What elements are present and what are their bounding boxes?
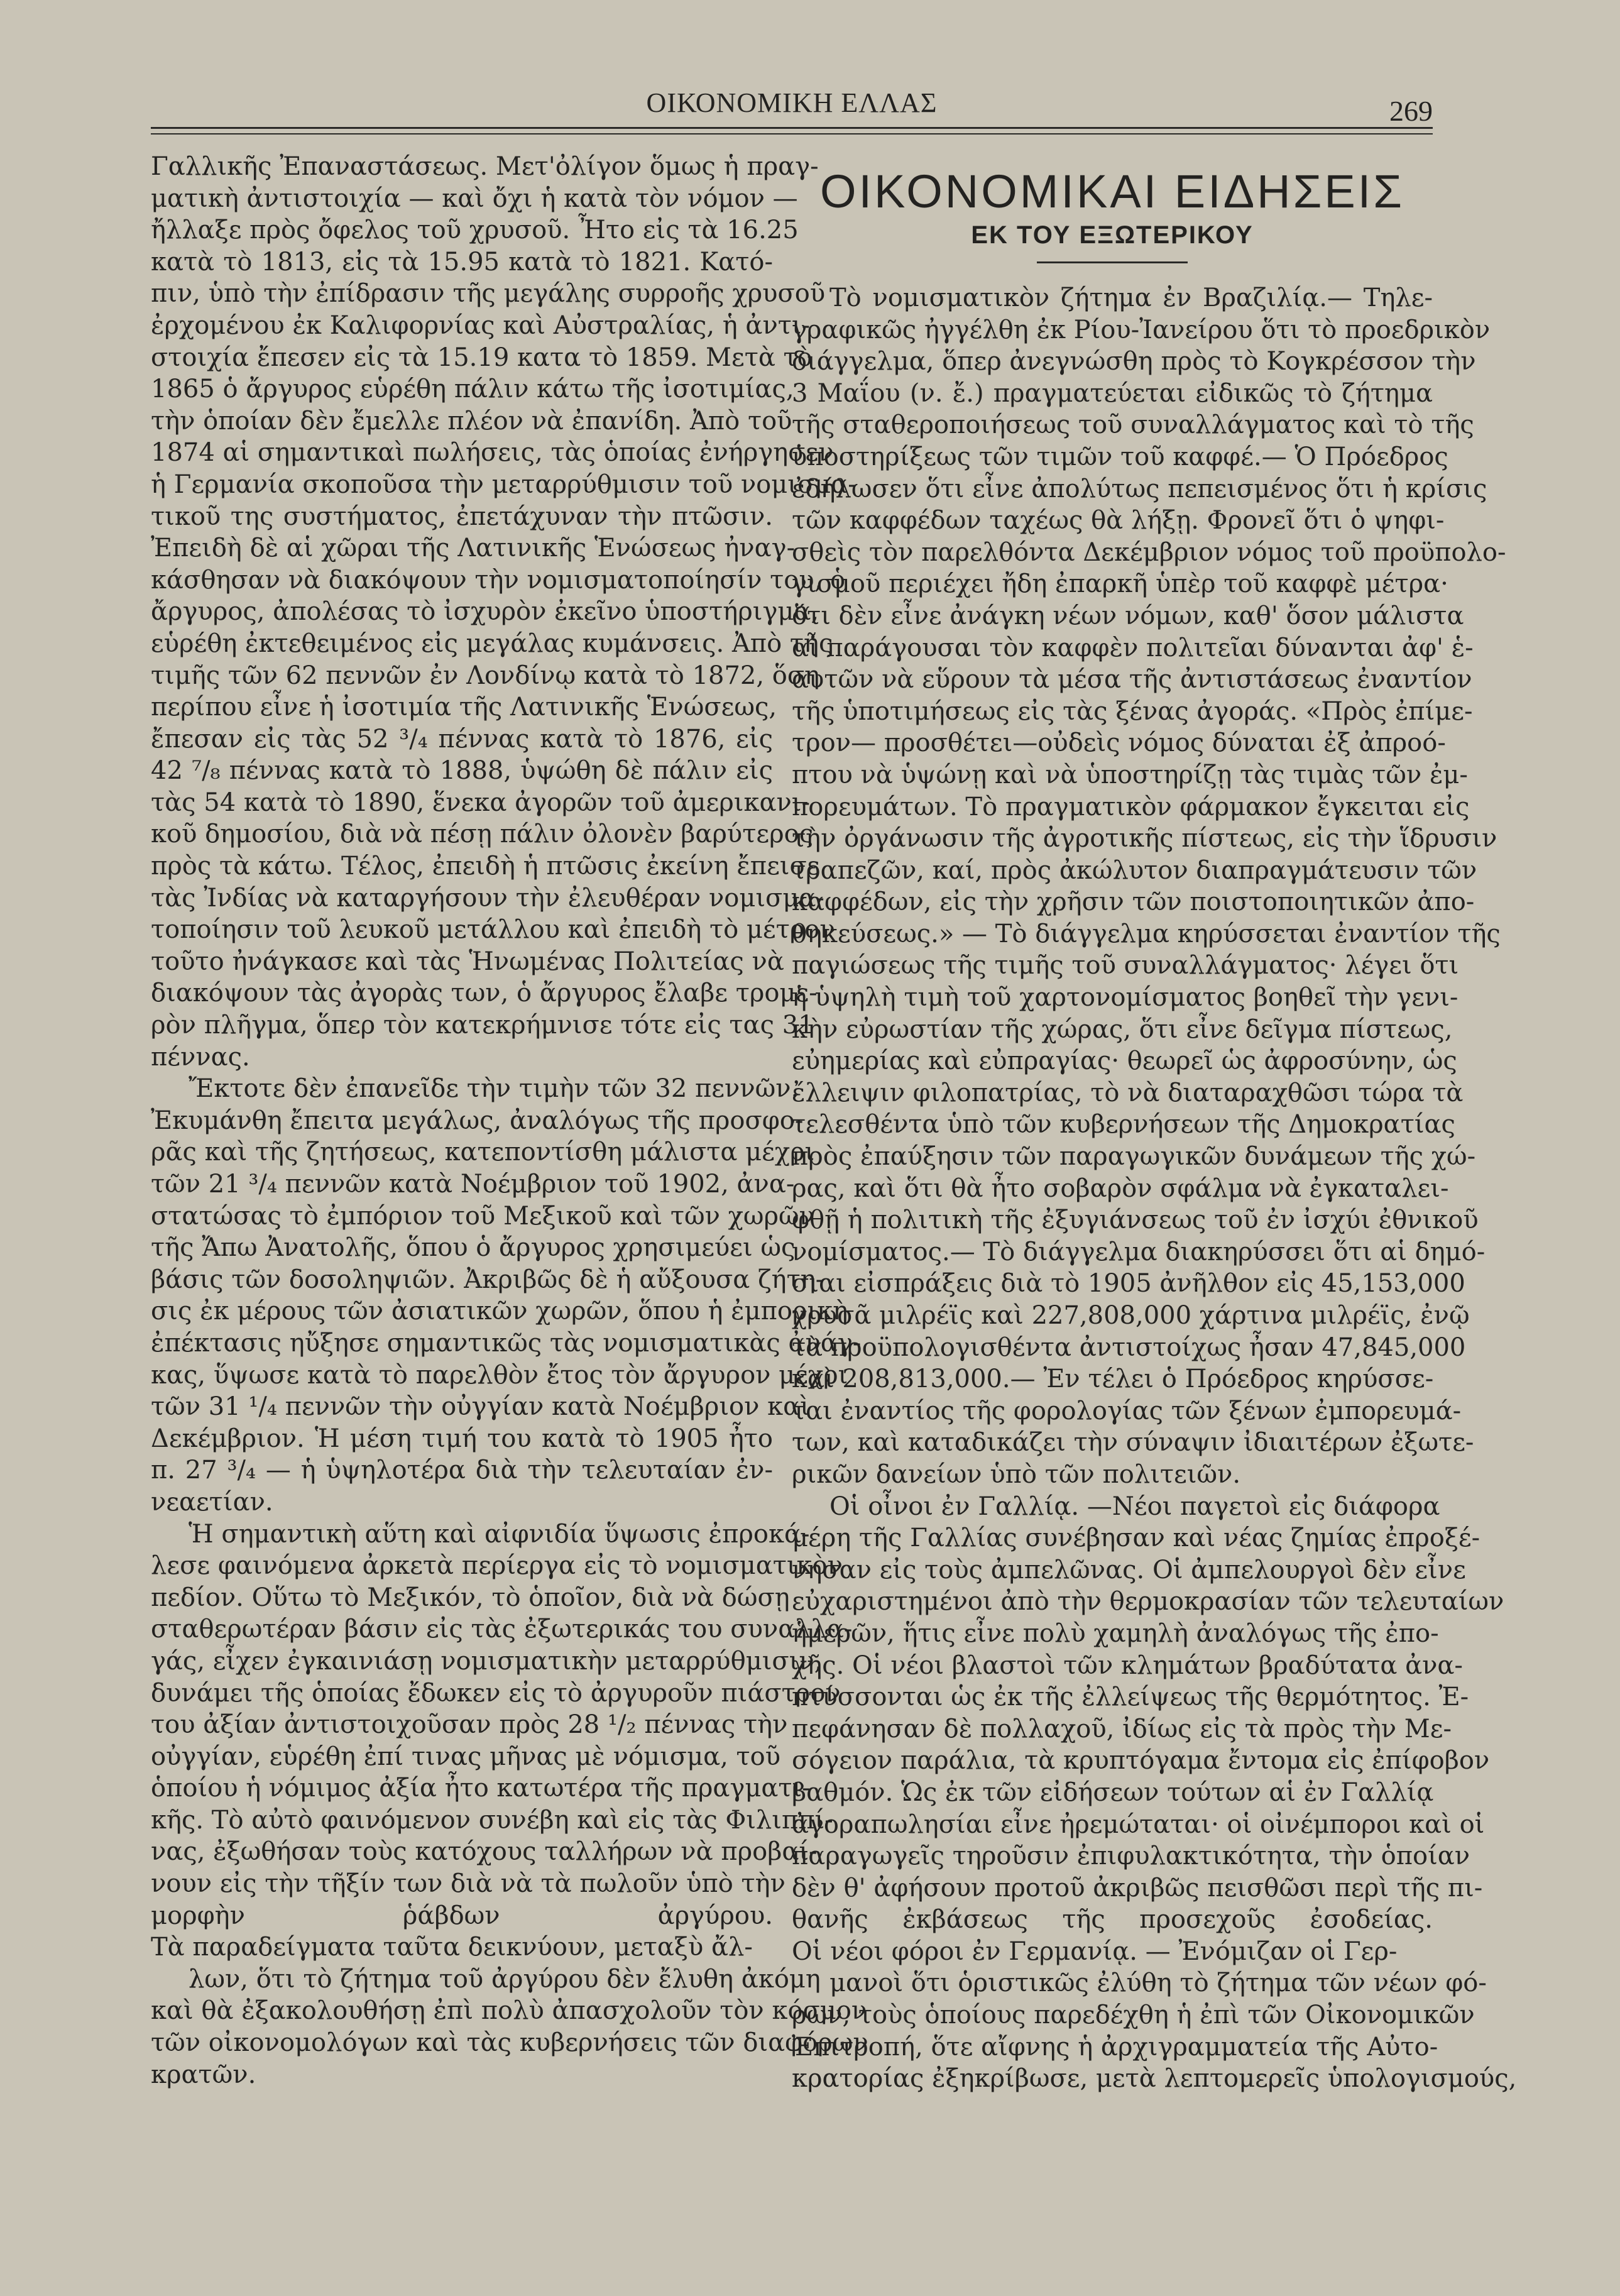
text-line: μανοὶ ὅτι ὁριστικῶς ἐλύθη τὸ ζήτημα τῶν νέων φό- [829, 1969, 1487, 1998]
text-line: τιμῆς τῶν 62 πεννῶν ἐν Λονδίνῳ κατὰ τὸ 1872, ὅση [151, 661, 820, 690]
text-line: δὲν θ' ἀφήσουν προτοῦ ἀκριβῶς πεισθῶσι περὶ τῆς πι- [792, 1873, 1483, 1903]
text-line: πτύσσονται ὡς ἐκ τῆς ἐλλείψεως τῆς θερμότητος. Ἐ- [792, 1683, 1469, 1712]
text-line: βάσις τῶν δοσοληψιῶν. Ἀκριβῶς δὲ ἡ αὔξουσα ζήτη- [151, 1265, 824, 1294]
text-line: γραφικῶς ἠγγέλθη ἐκ Ρίου-Ἰανείρου ὅτι τὸ προεδρικὸν [792, 315, 1491, 344]
text-line: νουν εἰς τὴν τῆξίν των διὰ νὰ τὰ πωλοῦν ὑπὸ τὴν [151, 1869, 785, 1899]
text-line: σόγειον παράλια, τὰ κρυπτόγαμα ἔντομα εἰς ἐπίφοβον [792, 1746, 1490, 1776]
text-line: νησαν εἰς τοὺς ἀμπελῶνας. Οἱ ἀμπελουργοὶ δὲν εἶνε [792, 1555, 1466, 1585]
text-line: ἔλλειψιν φιλοπατρίας, τὸ νὰ διαταραχθῶσι τώρα τὰ [792, 1078, 1464, 1107]
text-line: νομίσματος.— Τὸ διάγγελμα διακηρύσσει ὅτι αἱ δημό- [792, 1237, 1486, 1266]
text-line: παραγωγεῖς τηροῦσιν ἐπιφυλακτικότητα, τὴν ὁποίαν [792, 1842, 1470, 1871]
text-line: στατώσας τὸ ἐμπόριον τοῦ Μεξικοῦ καὶ τῶν χωρῶν [151, 1201, 814, 1231]
text-line: τῶν 21 ³/₄ πεννῶν κατὰ Νοέμβριον τοῦ 1902, ἀνα- [151, 1170, 795, 1199]
text-line: Τὰ παραδείγματα ταῦτα δεικνύουν, μεταξὺ ἄλ- [151, 1933, 753, 1962]
text-line: πτου νὰ ὑψώνῃ καὶ νὰ ὑποστηρίζῃ τὰς τιμὰς τῶν ἐμ- [792, 760, 1468, 789]
text-line: οὐγγίαν, εὑρέθη ἐπί τινας μῆνας μὲ νόμισμα, τοῦ [151, 1742, 781, 1771]
text-line: νας, ἐξωθήσαν τοὺς κατόχους ταλλήρων νὰ προβαί- [151, 1837, 818, 1867]
text-line: κατὰ τὸ 1813, εἰς τὰ 15.95 κατὰ τὸ 1821. Κατό- [151, 247, 773, 277]
text-line: τὰς Ἰνδίας νὰ καταργήσουν τὴν ἐλευθέραν νομισμα- [151, 883, 824, 913]
text-line: παγιώσεως τῆς τιμῆς τοῦ συναλλάγματος· λέγει ὅτι [792, 951, 1459, 980]
text-line: Οἱ οἶνοι ἐν Γαλλίᾳ. —Νέοι παγετοὶ εἰς διάφορα [829, 1491, 1440, 1521]
right-column [792, 165, 1517, 2095]
text-line: σθεὶς τὸν παρελθόντα Δεκέμβριον νόμος τοῦ προϋπολο- [792, 537, 1506, 567]
text-line: ἤλλαξε πρὸς ὄφελος τοῦ χρυσοῦ. Ἦτο εἰς τὰ 16.25 [151, 216, 799, 245]
text-line: ἐδήλωσεν ὅτι εἶνε ἀπολύτως πεπεισμένος ὅτι ἡ κρίσις [792, 474, 1487, 503]
text-line: τῆς Ἄπω Ἀνατολῆς, ὅπου ὁ ἄργυρος χρησιμεύει ὡς [151, 1233, 796, 1263]
text-line: δυνάμει τῆς ὁποίας ἔδωκεν εἰς τὸ ἀργυροῦν πιάστρον [151, 1678, 841, 1708]
text-line: τῆς ὑποτιμήσεως εἰς τὰς ξένας ἀγοράς. «Πρὸς ἐπίμε- [792, 696, 1473, 726]
text-line: Γαλλικῆς Ἐπαναστάσεως. Μετ'ὀλίγον ὅμως ἡ πραγ- [151, 152, 819, 181]
section-title: ΟΙΚΟΝΟΜΙΚΑΙ ΕΙΔΗΣΕΙΣ [820, 165, 1404, 217]
text-line: 1865 ὁ ἄργυρος εὑρέθη πάλιν κάτω τῆς ἰσοτιμίας, [151, 375, 794, 404]
text-line: ἔπεσαν εἰς τὰς 52 ³/₄ πέννας κατὰ τὸ 1876, εἰς [151, 724, 773, 754]
text-line: φθῇ ἡ πολιτικὴ τῆς ἐξυγιάνσεως τοῦ ἐν ἰσχύι ἐθνικοῦ [792, 1206, 1479, 1235]
text-line: γάς, εἶχεν ἐγκαινιάσῃ νομισματικὴν μεταρρύθμισιν, [151, 1646, 823, 1676]
text-line: γισμοῦ περιέχει ἤδη ἐπαρκῆ ὑπὲρ τοῦ καφφὲ μέτρα· [792, 569, 1448, 599]
text-line: ματικὴ ἀντιστοιχία — καὶ ὄχι ἡ κατὰ τὸν νόμον — [151, 184, 798, 213]
text-line: πεδίον. Οὕτω τὸ Μεξικόν, τὸ ὁποῖον, διὰ νὰ δώσῃ [151, 1583, 790, 1612]
text-line: χρυσᾶ μιλρέϊς καὶ 227,808,000 χάρτινα μιλρέϊς, ἐνῷ [792, 1301, 1470, 1330]
text-line: ται ἐναντίος τῆς φορολογίας τῶν ξένων ἐμπορευμά- [792, 1396, 1462, 1425]
text-line: ἐπέκτασις ηὔξησε σημαντικῶς τὰς νομισματικὰς ἀνάγ- [151, 1328, 862, 1358]
text-line: ἄργυρος, ἀπολέσας τὸ ἰσχυρὸν ἐκεῖνο ὑποστήριγμα, [151, 597, 819, 627]
text-line: λων, ὅτι τὸ ζήτημα τοῦ ἀργύρου δὲν ἔλυθη ἀκόμη [189, 1964, 821, 1994]
text-line: μέρη τῆς Γαλλίας συνέβησαν καὶ νέας ζημίας ἐπροξέ- [792, 1524, 1480, 1553]
text-line: του ἀξίαν ἀντιστοιχοῦσαν πρὸς 28 ¹/₂ πέννας τὴν [151, 1710, 788, 1740]
section-head [792, 165, 1433, 263]
text-line: στοιχία ἔπεσεν εἰς τὰ 15.19 κατα τὸ 1859. Μετὰ τὸ [151, 343, 813, 372]
text-line: ρικῶν δανείων ὑπὸ τῶν πολιτειῶν. [792, 1459, 1241, 1489]
text-line: ὑποστηρίξεως τῶν τιμῶν τοῦ καφφέ.— Ὁ Πρόεδρος [792, 442, 1448, 471]
text-line: ρᾶς καὶ τῆς ζητήσεως, κατεποντίσθη μάλιστα μέχρι [151, 1138, 815, 1167]
text-line: ρὸν πλῆγμα, ὅπερ τὸν κατεκρήμνισε τότε εἰς τας 31 [151, 1011, 814, 1040]
text-line: ἡ Γερμανία σκοποῦσα τὴν μεταρρύθμισιν τοῦ νομισμα- [151, 470, 857, 499]
section-rule [1037, 261, 1188, 263]
text-line: τὴν ὀργάνωσιν τῆς ἀγροτικῆς πίστεως, εἰς τὴν ἵδρυσιν [792, 824, 1497, 854]
text-line: ἡμερῶν, ἥτις εἶνε πολὺ χαμηλὴ ἀναλόγως τῆς ἐπο- [792, 1618, 1439, 1648]
text-line: Οἱ νέοι φόροι ἐν Γερμανίᾳ. — Ἐνόμιζαν οἱ Γερ- [792, 1936, 1398, 1966]
text-line: π. 27 ³/₄ — ἡ ὑψηλοτέρα διὰ τὴν τελευταίαν ἐν- [151, 1456, 773, 1485]
text-line: κῆς. Τὸ αὐτὸ φαινόμενον συνέβη καὶ εἰς τὰς Φιλιππί- [151, 1805, 833, 1835]
text-line: αἱ παράγουσαι τὸν καφφὲν πολιτεῖαι δύνανται ἀφ' ἑ- [792, 633, 1474, 662]
text-line: περίπου εἶνε ἡ ἰσοτιμία τῆς Λατινικῆς Ἑνώσεως, [151, 693, 777, 722]
header-rule [151, 127, 1433, 129]
header-rule-thin [151, 133, 1433, 135]
text-line: διακόψουν τὰς ἀγορὰς των, ὁ ἄργυρος ἔλαβε τρομε- [151, 979, 818, 1008]
text-line: Ἔκτοτε δὲν ἐπανεῖδε τὴν τιμὴν τῶν 32 πεννῶν. [189, 1074, 799, 1104]
page-number: 269 [1389, 95, 1433, 127]
text-line: ὅτι δὲν εἶνε ἀνάγκη νέων νόμων, καθ' ὅσον μάλιστα [792, 601, 1464, 630]
text-line: σις ἐκ μέρους τῶν ἀσιατικῶν χωρῶν, ὅπου ἡ ἐμπορικὴ [151, 1297, 848, 1326]
text-line: τὰ προϋπολογισθέντα ἀντιστοίχως ἦσαν 47,845,000 [792, 1332, 1466, 1362]
text-line: πεφάνησαν δὲ πολλαχοῦ, ἰδίως εἰς τὰ πρὸς τὴν Με- [792, 1714, 1452, 1744]
text-line: τρον— προσθέτει—οὐδεὶς νόμος δύναται ἐξ ἀπροό- [792, 728, 1446, 758]
text-line: τοῦτο ἠνάγκασε καὶ τὰς Ἡνωμένας Πολιτείας νὰ [151, 947, 784, 976]
text-line: τελεσθέντα ὑπὸ τῶν κυβερνήσεων τῆς Δημοκρατίας [792, 1110, 1455, 1140]
text-line: τὰς 54 κατὰ τὸ 1890, ἕνεκα ἀγορῶν τοῦ ἀμερικανι- [151, 788, 810, 817]
text-line: εὑρέθη ἐκτεθειμένος εἰς μεγάλας κυμάνσεις. Ἀπὸ τῆς [151, 629, 833, 658]
text-line: διάγγελμα, ὅπερ ἀνεγνώσθη πρὸς τὸ Κογκρέσσον τὴν [792, 347, 1476, 376]
text-line: ρων, τοὺς ὁποίους παρεδέχθη ἡ ἐπὶ τῶν Οἰκονομικῶν [792, 2001, 1475, 2030]
text-line: βαθμόν. Ὡς ἐκ τῶν εἰδήσεων τούτων αἱ ἐν Γαλλίᾳ [792, 1777, 1434, 1807]
text-line: Τὸ νομισματικὸν ζήτημα ἐν Βραζιλίᾳ.— Τηλε- [829, 283, 1433, 312]
text-line: ρας, καὶ ὅτι θὰ ἦτο σοβαρὸν σφάλμα νὰ ἐγκαταλει- [792, 1173, 1449, 1203]
text-line: καὶ 208,813,000.— Ἐν τέλει ὁ Πρόεδρος κηρύσσε- [792, 1365, 1434, 1394]
text-line: ὁποίου ἡ νόμιμος ἀξία ἦτο κατωτέρα τῆς πραγματι- [151, 1774, 811, 1803]
text-line: μορφὴν ῥάβδων ἀργύρου. [151, 1901, 773, 1930]
text-line: κρατῶν. [151, 2060, 256, 2089]
text-line: Ἡ σημαντικὴ αὕτη καὶ αἰφνιδία ὕψωσις ἐπροκά- [189, 1519, 810, 1549]
text-line: 42 ⁷/₈ πέννας κατὰ τὸ 1888, ὑψώθη δὲ πάλιν εἰς [151, 756, 773, 786]
text-line: κας, ὕψωσε κατὰ τὸ παρελθὸν ἔτος τὸν ἄργυρον μέχρι [151, 1360, 848, 1390]
text-line: Ἐπιτροπή, ὅτε αἴφνης ἡ ἀρχιγραμματεία τῆς Αὐτο- [792, 2032, 1438, 2062]
text-line: σταθερωτέραν βάσιν εἰς τὰς ἐξωτερικάς του συναλλα- [151, 1615, 853, 1644]
text-line: λεσε φαινόμενα ἀρκετὰ περίεργα εἰς τὸ νομισματικὸν [151, 1551, 843, 1581]
text-line: Ἐπειδὴ δὲ αἱ χῶραι τῆς Λατινικῆς Ἑνώσεως ἠναγ- [151, 534, 796, 563]
text-line: καφφέδων, εἰς τὴν χρῆσιν τῶν ποιστοποιητικῶν ἀπο- [792, 887, 1475, 917]
text-line: τικοῦ της συστήματος, ἐπετάχυναν τὴν πτῶσιν. [151, 502, 773, 531]
text-line: νεαετίαν. [151, 1487, 273, 1517]
text-line: εὐημερίας καὶ εὐπραγίας· θεωρεῖ ὡς ἀφροσύνην, ὡς [792, 1046, 1457, 1076]
journal-title: ΟΙΚΟΝΟΜΙΚΗ ΕΛΛΑΣ [646, 87, 938, 118]
text-line: τὴν ὁποίαν δὲν ἔμελλε πλέον νὰ ἐπανίδη. Ἀπὸ τοῦ [151, 406, 792, 436]
text-line: τῶν καφφέδων ταχέως θὰ λήξῃ. Φρονεῖ ὅτι ὁ ψηφι- [792, 506, 1445, 536]
text-line: τῆς σταθεροποιήσεως τοῦ συναλλάγματος καὶ τὸ τῆς [792, 410, 1474, 440]
text-line: αυτῶν νὰ εὕρουν τὰ μέσα τῆς ἀντιστάσεως ἐναντίον [792, 665, 1472, 695]
text-line: κοῦ δημοσίου, διὰ νὰ πέσῃ πάλιν ὀλονὲν βαρύτερος [151, 820, 814, 849]
text-line: πιν, ὑπὸ τὴν ἐπίδρασιν τῆς μεγάλης συρροῆς χρυσοῦ [151, 279, 826, 309]
text-line: τοποίησιν τοῦ λευκοῦ μετάλλου καὶ ἐπειδὴ τὸ μέτρον [151, 915, 835, 945]
left-column [151, 151, 868, 2090]
text-line: ἡ ὑψηλὴ τιμὴ τοῦ χαρτονομίσματος βοηθεῖ τὴν γενι- [792, 983, 1459, 1013]
text-line: κάσθησαν νὰ διακόψουν τὴν νομισματοποίησίν του, ὁ [151, 565, 846, 595]
text-line: κὴν εὐρωστίαν τῆς χώρας, ὅτι εἶνε δεῖγμα πίστεως, [792, 1014, 1453, 1044]
text-line: πρὸς ἐπαύξησιν τῶν παραγωγικῶν δυνάμεων τῆς χώ- [792, 1142, 1476, 1172]
text-line: καὶ θὰ ἐξακολουθήσῃ ἐπὶ πολὺ ἀπασχολοῦν τὸν κόσμον [151, 1996, 867, 2026]
text-line: 1874 αἱ σημαντικαὶ πωλήσεις, τὰς ὁποίας ἐνήργησεν [151, 438, 834, 468]
text-line: πρὸς τὰ κάτω. Τέλος, ἐπειδὴ ἡ πτῶσις ἐκείνη ἔπεισε [151, 852, 820, 881]
text-line: σιαι εἰσπράξεις διὰ τὸ 1905 ἀνῆλθον εἰς 45,153,000 [792, 1269, 1465, 1299]
text-line: πορευμάτων. Τὸ πραγματικὸν φάρμακον ἔγκειται εἰς [792, 792, 1470, 821]
text-line: θηκεύσεως.» — Τὸ διάγγελμα κηρύσσεται ἐναντίον τῆς [792, 919, 1501, 948]
text-line: Ἐκυμάνθη ἔπειτα μεγάλως, ἀναλόγως τῆς προσφο- [151, 1106, 804, 1135]
running-head [151, 75, 1433, 126]
text-line: θανῆς ἐκβάσεως τῆς προσεχοῦς ἐσοδείας. [792, 1905, 1433, 1935]
text-line: ἐρχομένου ἐκ Καλιφορνίας καὶ Αὐστραλίας, ἡ ἀντι- [151, 310, 811, 340]
text-line: χῆς. Οἱ νέοι βλαστοὶ τῶν κλημάτων βραδύτατα ἀνα- [792, 1651, 1463, 1680]
right-column-body [792, 282, 1517, 2095]
text-line: Δεκέμβριον. Ἡ μέση τιμή του κατὰ τὸ 1905 ἦτο [151, 1424, 773, 1453]
text-line: εὐχαριστημένοι ἀπὸ τὴν θερμοκρασίαν τῶν τελευταίων [792, 1587, 1504, 1617]
text-line: τῶν οἰκονομολόγων καὶ τὰς κυβερνήσεις τῶν διαφόρων [151, 2028, 868, 2058]
text-line: τῶν 31 ¹/₄ πεννῶν τὴν οὐγγίαν κατὰ Νοέμβριον καὶ [151, 1392, 810, 1422]
section-subtitle: ΕΚ ΤΟΥ ΕΞΩΤΕΡΙΚΟΥ [971, 221, 1254, 249]
text-line: πέννας. [151, 1042, 250, 1072]
text-line: κρατορίας ἐξηκρίβωσε, μετὰ λεπτομερεῖς ὑπολογισμούς, [792, 2064, 1517, 2094]
text-line: τραπεζῶν, καί, πρὸς ἀκώλυτον διαπραγμάτευσιν τῶν [792, 855, 1477, 885]
text-line: των, καὶ καταδικάζει τὴν σύναψιν ἰδιαιτέρων ἐξωτε- [792, 1428, 1474, 1458]
text-line: 3 Μαΐου (ν. ἔ.) πραγματεύεται εἰδικῶς τὸ ζήτημα [792, 378, 1433, 408]
text-line: ἀγοραπωλησίαι εἶνε ἠρεμώταται· οἱ οἰνέμποροι καὶ οἱ [792, 1810, 1485, 1839]
